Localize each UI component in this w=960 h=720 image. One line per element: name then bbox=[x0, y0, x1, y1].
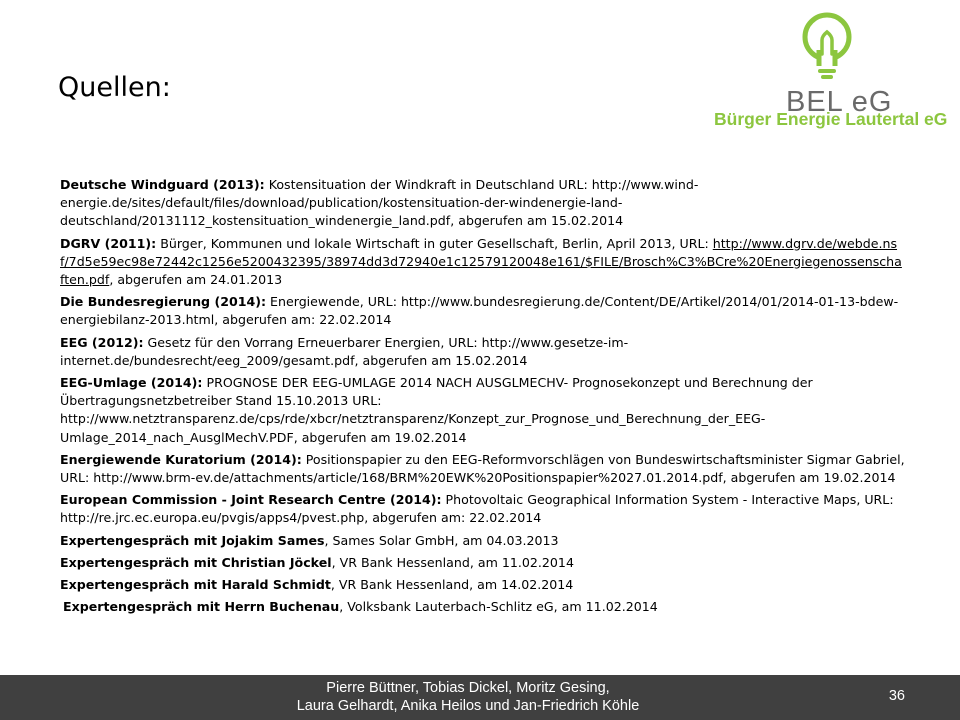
reference-text: PROGNOSE DER EEG-UMLAGE 2014 NACH AUSGLMECHV- Prognosekonzept und Berechnung der Übertragungsnetzbetreiber Stand 15.10.2013 URL: http://www.netztransparenz.de/cps/rde/xbcr/netztransparenz/Konzept_zur_Prognose_und_Berechnung_der_EEG-Umlage_2014_nach_AusglMechV.PDF, abgerufen am 19.02.2014 bbox=[60, 375, 813, 445]
reference-source: Expertengespräch mit Herrn Buchenau bbox=[63, 599, 340, 615]
footer-authors bbox=[0, 679, 936, 715]
reference-text: Kostensituation der Windkraft in Deutschland URL: http://www.wind-energie.de/sites/default/files/download/publication/kostensituation-der-windenergie-land-deutschland/20131112_kostensituation_windenergie_land.pdf, abgerufen am 15.02.2014 bbox=[60, 177, 699, 229]
reference-item bbox=[60, 176, 905, 231]
reference-source: EEG-Umlage (2014): bbox=[60, 375, 203, 391]
reference-item bbox=[60, 491, 905, 527]
page-title: Quellen: bbox=[58, 72, 171, 103]
footer-authors-line-2: Laura Gelhardt, Anika Heilos und Jan-Friedrich Köhle bbox=[296, 698, 640, 714]
footer-bar bbox=[0, 675, 960, 720]
reference-source: Deutsche Windguard (2013): bbox=[60, 177, 265, 192]
reference-source: EEG (2012): bbox=[60, 334, 144, 350]
reference-source: DGRV (2011): bbox=[60, 235, 157, 251]
footer-authors-line-1: Pierre Büttner, Tobias Dickel, Moritz Gesing, bbox=[326, 680, 610, 696]
page-number: 36 bbox=[888, 688, 905, 704]
logo-subtitle: Bürger Energie Lautertal eG bbox=[714, 109, 948, 129]
reference-item bbox=[60, 334, 905, 370]
reference-item bbox=[60, 374, 905, 447]
reference-text: , Sames Solar GmbH, am 04.03.2013 bbox=[324, 532, 559, 548]
reference-item bbox=[60, 451, 905, 487]
reference-item bbox=[60, 532, 905, 550]
reference-item bbox=[60, 576, 905, 594]
reference-source: Expertengespräch mit Harald Schmidt bbox=[60, 577, 331, 593]
bel-eg-logo bbox=[700, 10, 950, 135]
reference-item bbox=[60, 554, 905, 572]
reference-text: , Volksbank Lauterbach-Schlitz eG, am 11.02.2014 bbox=[339, 599, 658, 615]
reference-link[interactable]: http://www.dgrv.de/webde.nsf/7d5e59ec98e72442c1256e5200432395/38974dd3d72940e1c12579120048e161/$FILE/Brosch%C3%BCre%20Energiegenossenschaften.pdf bbox=[60, 235, 902, 288]
reference-text: Gesetz für den Vorrang Erneuerbarer Energien, URL: http://www.gesetze-im-internet.de/bundesrecht/eeg_2009/gesamt.pdf, abgerufen am 15.02.2014 bbox=[60, 334, 629, 368]
reference-source: Die Bundesregierung (2014): bbox=[60, 294, 267, 310]
reference-item bbox=[60, 235, 905, 290]
reference-item bbox=[60, 598, 905, 616]
reference-text-after: , abgerufen am 24.01.2013 bbox=[109, 272, 283, 288]
reference-text: Photovoltaic Geographical Information System - Interactive Maps, URL: http://re.jrc.ec.europa.eu/pvgis/apps4/pvest.php, abgerufen am: 22.02.2014 bbox=[60, 492, 894, 526]
reference-source: Expertengespräch mit Christian Jöckel bbox=[60, 554, 332, 570]
reference-source: Energiewende Kuratorium (2014): bbox=[60, 451, 302, 467]
reference-source: Expertengespräch mit Jojakim Sames bbox=[60, 532, 325, 548]
reference-text: , VR Bank Hessenland, am 14.02.2014 bbox=[330, 577, 574, 593]
logo-name: BEL eG bbox=[786, 86, 893, 118]
reference-text: , VR Bank Hessenland, am 11.02.2014 bbox=[331, 554, 574, 570]
reference-source: European Commission - Joint Research Centre (2014): bbox=[60, 492, 442, 508]
reference-list bbox=[60, 176, 905, 620]
reference-text: Energiewende, URL: http://www.bundesregierung.de/Content/DE/Artikel/2014/01/2014-01-13-bdew-energiebilanz-2013.html, abgerufen am: 22.02.2014 bbox=[60, 294, 899, 328]
reference-item bbox=[60, 293, 905, 329]
reference-text: Positionspapier zu den EEG-Reformvorschlägen von Bundeswirtschaftsminister Sigmar Gabriel, URL: http://www.brm-ev.de/attachments/article/168/BRM%20EWK%20Positionspapier%2027.01.2014.pdf, abgerufen am 19.02.2014 bbox=[60, 451, 905, 486]
reference-text: Bürger, Kommunen und lokale Wirtschaft in guter Gesellschaft, Berlin, April 2013, URL: bbox=[156, 235, 713, 251]
light-bulb-icon bbox=[798, 10, 856, 80]
